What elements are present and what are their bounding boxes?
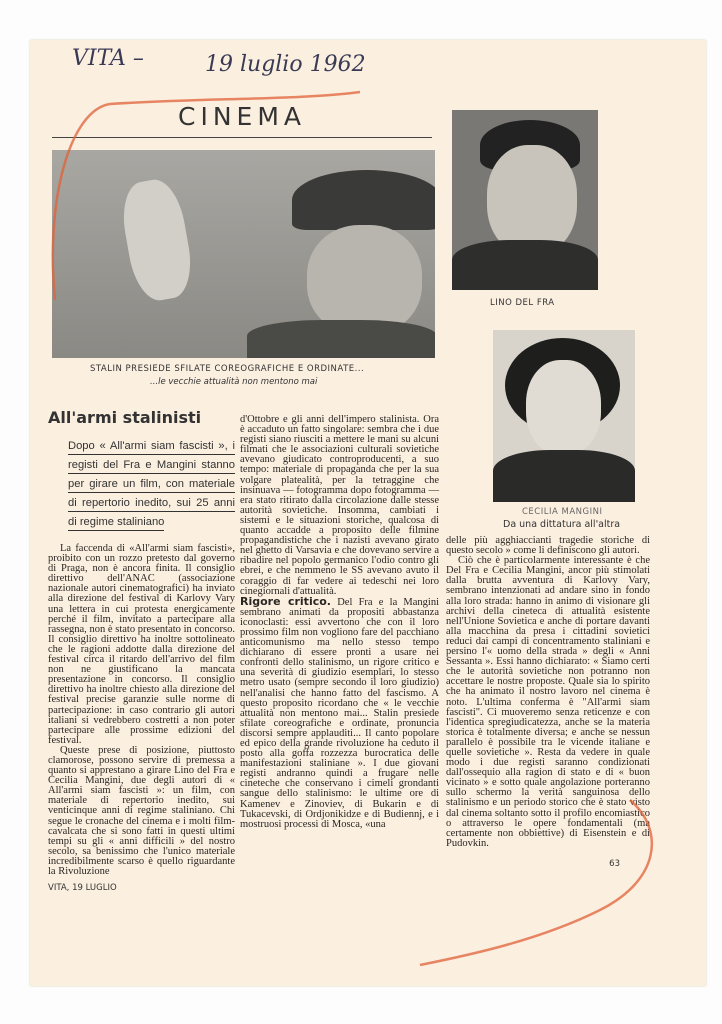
handwritten-date: 19 luglio 1962 [205, 52, 366, 77]
paragraph: La faccenda di «All'armi siam fascisti», proibito con un rozzo pretesto dal governo di Praga, non è ancora finita. Il consiglio direttivo dell'ANAC (associazione nazionale autori cinematografici) ha inviato alla direzione del festival di Karlovy Vary una lettera in cui protesta energicamente perché il film, invitato a partecipare alla rassegna, non è stato presentato in concorso. Il consiglio direttivo ha inoltre sottolineato che le ragioni addotte dalla direzione del festival circa il ritardo dell'arrivo del film non ne giustificano la mancata presentazione in concorso. Il consiglio direttivo ha inoltre chiesto alla direzione del festival precise garanzie sulle norme di partecipazione: in caso contrario gli autori italiani si vedrebbero costretti a non poter partecipare alle prossime edizioni del festival. [48, 543, 235, 746]
portrait2-subcaption: Da una dittatura all'altra [503, 519, 621, 530]
paragraph: d'Ottobre e gli anni dell'impero stalinista. Ora è accaduto un fatto singolare: sembra che i due registi siano riusciti a mettere le mani su alcuni filmati che le associazioni culturali sovietiche avevano giudicato controproducenti, a suo tempo: materiale di propaganda che per la sua volgare platealità, per la tetraggine che insinuava — fotogramma dopo fotogramma — era stato ritirato dalla circolazione dalle stesse autorità sovietiche. Insomma, cambiati i sistemi e le situazioni storiche, qualcosa di quanto accadde a proposito delle filmine propagandistiche che i nazisti avevano girato nel ghetto di Varsavia e che dovevano servire a ribadire nel popolo germanico l'odio contro gli ebrei, e che nemmeno le SS avevano avuto il coraggio di far vedere ai tedeschi nei loro cinegiornali d'attualità. [240, 414, 439, 597]
footer-source: VITA, 19 LUGLIO [48, 883, 117, 894]
stalin-photo [52, 150, 435, 358]
main-photo-subcaption: ...le vecchie attualità non mentono mai [150, 377, 318, 387]
left-column-flow [48, 408, 235, 893]
column-2 [240, 415, 439, 830]
main-photo-caption: STALIN PRESIEDE SFILATE COREOGRAFICHE E ORDINATE... [90, 364, 365, 374]
cecilia-mangini-photo [493, 330, 635, 502]
right-column-flow [446, 507, 650, 869]
column-1 [48, 544, 235, 877]
paragraph: delle più agghiaccianti tragedie storiche di questo secolo » come li definiscono gli autori. [446, 535, 650, 557]
paragraph: Ciò che è particolarmente interessante è che Del Fra e Cecilia Mangini, ancor più stimolati dalla brutta avventura di Karlovy Vary, sembrano intenzionati ad andare sino in fondo alla loro strada: hanno in animo di visionare gli archivi della cineteca di attualità esistente nell'Unione Sovietica e anche di portare davanti alla macchina da presa i cittadini sovietici reduci dai campi di concentramento staliniani e persino l'« uomo della strada » degli « Anni Sessanta ». Essi hanno dichiarato: « Siamo certi che le autorità sovietiche non potranno non accettare le nostre proposte. Quale sia lo spirito che ha animato il nostro lavoro nel cinema è noto. L'ultima conferma è "All'armi siam fascisti". Ci muoveremo senza reticenze e con l'identica spregiudicatezza, anche se la materia storica è totalmente diversa; e anche se nessun parallelo è possibile tra le vicende italiane e quelle sovietiche ». Resta da vedere in quale modo i due registi saranno condizionati dall'ossequio alla ragion di stato e di « buon vicinato » e sotto quale angolazione porteranno sullo schermo la verità sanguinosa dello stalinismo e un periodo storico che è stato visto dal cinema soltanto sotto il profilo encomiastico o attraverso le opere fondamentali (ma certamente non obbiettive) di Eisenstein e di Pudovkin. [446, 555, 650, 849]
handwritten-publication: VITA – [72, 46, 144, 71]
section-title: CINEMA [178, 102, 306, 131]
middle-column-flow [240, 415, 439, 830]
subheading: Rigore critico. [240, 594, 331, 608]
section-rule [52, 137, 432, 138]
article-lead [68, 437, 235, 532]
column-3 [446, 536, 650, 849]
portrait1-caption: LINO DEL FRA [490, 298, 555, 308]
article-headline: All'armi stalinisti [48, 408, 202, 427]
page-number: 63 [609, 858, 620, 869]
lead-text: Dopo « All'armi siam fascisti », i registi del Fra e Mangini stanno per girare un film, con materiale di repertorio inedito, sui 25 anni di regime staliniano [68, 440, 235, 531]
paragraph: Del Fra e la Mangini sembrano animati da propositi abbastanza iconoclasti: essi avvertono che con il loro prossimo film non vogliono fare del pacchiano anticomunismo ma nello stesso tempo dichiarano di essere pronti a usare nei confronti dello stalinismo, un rigore critico e una severità di giudizio esemplari, lo stesso metro usato (sempre secondo il loro giudizio) nell'analisi che hanno fatto del fascismo. A questo proposito ricordano che « le vecchie attualità non mentono mai... Stalin presiede sfilate coreografiche e ordinate, pronuncia discorsi sempre applauditi... Il canto popolare ed epico della grande rivoluzione ha ceduto il posto alla goffa rozzezza burocratica delle manifestazioni staliniane ». I due giovani registi andranno quindi a frugare nelle cineteche che conservano i cimeli grondanti sangue dello stalinismo: le ultime ore di Kamenev e Zinoviev, di Bukarin e di Tukacevski, di Ordjonikidze e di Budiennj, e i mostruosi processi di Mosca, «una [240, 596, 440, 830]
lino-del-fra-photo [452, 110, 598, 290]
portrait2-caption: CECILIA MANGINI [522, 507, 603, 517]
paragraph: Queste prese di posizione, piuttosto clamorose, possono servire di premessa a quanto si apprestano a girare Lino del Fra e Cecilia Mangini, due degli autori di « All'armi siam fascisti »: un film, con materiale di repertorio inedito, sui venticinque anni di regime staliniano. Chi segue le cronache del cinema e i molti film-cavalcata che si sono fatti in questi ultimi tempi su gli « anni difficili » del nostro secolo, sa benissimo che l'unico materiale incredibilmente scarso è quello riguardante la Rivoluzione [48, 744, 235, 877]
